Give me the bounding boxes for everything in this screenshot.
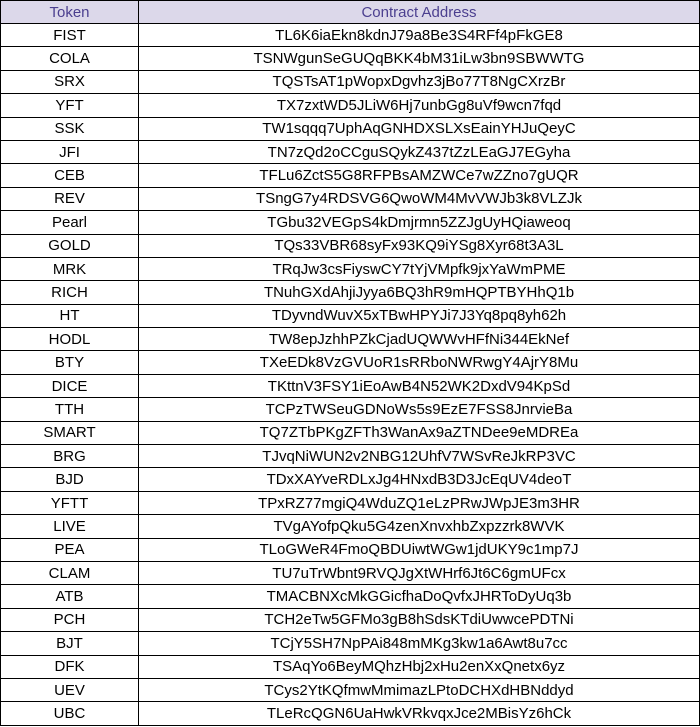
contract-address-cell: TW8epJzhhPZkCjadUQWWvHFfNi344EkNef bbox=[139, 328, 700, 351]
token-cell: RICH bbox=[1, 281, 139, 304]
table-row bbox=[1, 281, 700, 304]
table-row bbox=[1, 257, 700, 280]
token-cell: GOLD bbox=[1, 234, 139, 257]
table-body bbox=[1, 24, 700, 726]
contract-address-cell: TCH2eTw5GFMo3gB8hSdsKTdiUwwcePDTNi bbox=[139, 608, 700, 631]
table-row bbox=[1, 187, 700, 210]
token-cell: HODL bbox=[1, 328, 139, 351]
contract-address-cell: TU7uTrWbnt9RVQJgXtWHrf6Jt6C6gmUFcx bbox=[139, 561, 700, 584]
token-cell: DFK bbox=[1, 655, 139, 678]
token-cell: BTY bbox=[1, 351, 139, 374]
table-row bbox=[1, 398, 700, 421]
table-row bbox=[1, 164, 700, 187]
token-cell: TTH bbox=[1, 398, 139, 421]
token-cell: MRK bbox=[1, 257, 139, 280]
contract-address-cell: TNuhGXdAhjiJyya6BQ3hR9mHQPTBYHhQ1b bbox=[139, 281, 700, 304]
token-cell: UEV bbox=[1, 678, 139, 701]
token-cell: YFT bbox=[1, 94, 139, 117]
header-row bbox=[1, 1, 700, 24]
contract-address-cell: TRqJw3csFiyswCY7tYjVMpfk9jxYaWmPME bbox=[139, 257, 700, 280]
table-row bbox=[1, 70, 700, 93]
token-cell: BJD bbox=[1, 468, 139, 491]
table-row bbox=[1, 140, 700, 163]
table-row bbox=[1, 234, 700, 257]
table-row bbox=[1, 538, 700, 561]
table-row bbox=[1, 47, 700, 70]
token-cell: CLAM bbox=[1, 561, 139, 584]
table-row bbox=[1, 117, 700, 140]
table-row bbox=[1, 328, 700, 351]
table-row bbox=[1, 421, 700, 444]
table-row bbox=[1, 632, 700, 655]
token-cell: BRG bbox=[1, 445, 139, 468]
table-row bbox=[1, 655, 700, 678]
table-row bbox=[1, 515, 700, 538]
token-cell: LIVE bbox=[1, 515, 139, 538]
table-row bbox=[1, 678, 700, 701]
contract-address-cell: TN7zQd2oCCguSQykZ437tZzLEaGJ7EGyha bbox=[139, 140, 700, 163]
token-cell: COLA bbox=[1, 47, 139, 70]
contract-address-cell: TQs33VBR68syFx93KQ9iYSg8Xyr68t3A3L bbox=[139, 234, 700, 257]
contract-address-cell: TDyvndWuvX5xTBwHPYJi7J3Yq8pq8yh62h bbox=[139, 304, 700, 327]
contract-address-cell: TQSTsAT1pWopxDgvhz3jBo77T8NgCXrzBr bbox=[139, 70, 700, 93]
table-row bbox=[1, 585, 700, 608]
token-cell: Pearl bbox=[1, 211, 139, 234]
token-cell: YFTT bbox=[1, 491, 139, 514]
table-row bbox=[1, 608, 700, 631]
table-row bbox=[1, 445, 700, 468]
contract-address-cell: TCjY5SH7NpPAi848mMKg3kw1a6Awt8u7cc bbox=[139, 632, 700, 655]
contract-address-cell: TDxXAYveRDLxJg4HNxdB3D3JcEqUV4deoT bbox=[139, 468, 700, 491]
token-cell: FIST bbox=[1, 24, 139, 47]
contract-address-cell: TGbu32VEGpS4kDmjrmn5ZZJgUyHQiaweoq bbox=[139, 211, 700, 234]
token-cell: SMART bbox=[1, 421, 139, 444]
contract-address-cell: TSngG7y4RDSVG6QwoWM4MvVWJb3k8VLZJk bbox=[139, 187, 700, 210]
token-cell: DICE bbox=[1, 374, 139, 397]
table-row bbox=[1, 94, 700, 117]
token-cell: REV bbox=[1, 187, 139, 210]
contract-address-cell: TL6K6iaEkn8kdnJ79a8Be3S4RFf4pFkGE8 bbox=[139, 24, 700, 47]
table-row bbox=[1, 24, 700, 47]
contract-address-cell: TSAqYo6BeyMQhzHbj2xHu2enXxQnetx6yz bbox=[139, 655, 700, 678]
contract-address-cell: TLoGWeR4FmoQBDUiwtWGw1jdUKY9c1mp7J bbox=[139, 538, 700, 561]
header-contract-address: Contract Address bbox=[139, 1, 700, 24]
contract-address-cell: TQ7ZTbPKgZFTh3WanAx9aZTNDee9eMDREa bbox=[139, 421, 700, 444]
contract-address-cell: TFLu6ZctS5G8RFPBsAMZWCe7wZZno7gUQR bbox=[139, 164, 700, 187]
table-header bbox=[1, 1, 700, 24]
table-row bbox=[1, 702, 700, 726]
table-row bbox=[1, 491, 700, 514]
table-row bbox=[1, 304, 700, 327]
contract-address-cell: TJvqNiWUN2v2NBG12UhfV7WSvReJkRP3VC bbox=[139, 445, 700, 468]
token-cell: HT bbox=[1, 304, 139, 327]
contract-address-cell: TLeRcQGN6UaHwkVRkvqxJce2MBisYz6hCk bbox=[139, 702, 700, 726]
table-row bbox=[1, 351, 700, 374]
token-cell: ATB bbox=[1, 585, 139, 608]
token-cell: SRX bbox=[1, 70, 139, 93]
contract-address-cell: TMACBNXcMkGGicfhaDoQvfxJHRToDyUq3b bbox=[139, 585, 700, 608]
token-cell: BJT bbox=[1, 632, 139, 655]
table-row bbox=[1, 211, 700, 234]
contract-address-cell: TVgAYofpQku5G4zenXnvxhbZxpzzrk8WVK bbox=[139, 515, 700, 538]
token-cell: SSK bbox=[1, 117, 139, 140]
table-row bbox=[1, 374, 700, 397]
contract-address-cell: TX7zxtWD5JLiW6Hj7unbGg8uVf9wcn7fqd bbox=[139, 94, 700, 117]
token-cell: PCH bbox=[1, 608, 139, 631]
contract-address-cell: TCys2YtKQfmwMmimazLPtoDCHXdHBNddyd bbox=[139, 678, 700, 701]
token-cell: CEB bbox=[1, 164, 139, 187]
contract-address-cell: TXeEDk8VzGVUoR1sRRboNWRwgY4AjrY8Mu bbox=[139, 351, 700, 374]
token-cell: JFI bbox=[1, 140, 139, 163]
contract-address-cell: TW1sqqq7UphAqGNHDXSLXsEainYHJuQeyC bbox=[139, 117, 700, 140]
contract-address-cell: TSNWgunSeGUQqBKK4bM31iLw3bn9SBWWTG bbox=[139, 47, 700, 70]
token-cell: PEA bbox=[1, 538, 139, 561]
contract-address-cell: TKttnV3FSY1iEoAwB4N52WK2DxdV94KpSd bbox=[139, 374, 700, 397]
table-row bbox=[1, 468, 700, 491]
contract-address-cell: TCPzTWSeuGDNoWs5s9EzE7FSS8JnrvieBa bbox=[139, 398, 700, 421]
token-cell: UBC bbox=[1, 702, 139, 726]
header-token: Token bbox=[1, 1, 139, 24]
contract-address-cell: TPxRZ77mgiQ4WduZQ1eLzPRwJWpJE3m3HR bbox=[139, 491, 700, 514]
table-row bbox=[1, 561, 700, 584]
